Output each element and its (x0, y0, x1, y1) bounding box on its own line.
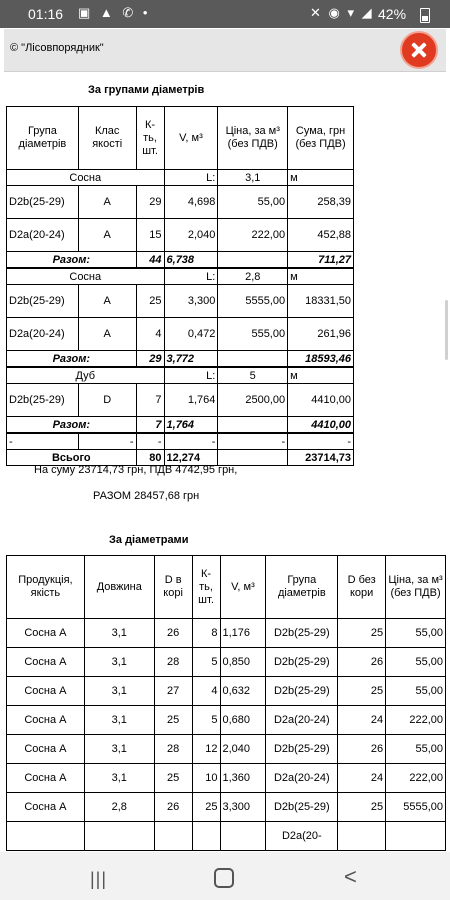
groups-table (6, 106, 354, 466)
subtotal-volume: 1,764 (164, 417, 218, 434)
length-value: 3,1 (218, 170, 288, 186)
table-cell: 3,1 (84, 648, 154, 677)
diameters-col-header: V, м³ (220, 556, 266, 619)
back-icon[interactable]: < (344, 864, 357, 889)
table-cell (386, 822, 446, 851)
table-cell: 5555,00 (218, 285, 288, 318)
diameters-table (6, 555, 446, 851)
table-cell: 555,00 (218, 318, 288, 351)
table-cell: 2,8 (84, 793, 154, 822)
subtotal-volume: 6,738 (164, 252, 218, 269)
table-cell: 25 (136, 285, 164, 318)
system-icons: ✕ ◉ ▾ ◢ (310, 5, 374, 20)
table-cell: 25 (154, 764, 192, 793)
table-cell: 3,1 (84, 677, 154, 706)
subtotal-empty (218, 351, 288, 368)
scroll-edge-handle[interactable] (445, 300, 448, 360)
table-cell: 15 (136, 219, 164, 252)
table-cell: 26 (154, 793, 192, 822)
table-row (7, 648, 446, 677)
dash-cell: - (78, 433, 136, 450)
table-cell: D2b(25-29) (266, 648, 338, 677)
length-value: 5 (218, 367, 288, 384)
length-value: 2,8 (218, 268, 288, 285)
table-cell: D2b(25-29) (266, 619, 338, 648)
grand-total-label: Всього (7, 450, 137, 466)
table-cell: Сосна A (7, 706, 85, 735)
subtotal-count: 44 (136, 252, 164, 269)
table-cell: 26 (338, 735, 386, 764)
table-cell: 0,680 (220, 706, 266, 735)
length-label: L: (164, 170, 218, 186)
table-cell: 4410,00 (288, 384, 354, 417)
table-cell: 3,1 (84, 764, 154, 793)
table-row (7, 219, 354, 252)
battery-level: 42% (378, 6, 407, 22)
table-cell: 10 (192, 764, 220, 793)
length-unit: м (288, 367, 354, 384)
table-cell: 55,00 (386, 648, 446, 677)
length-label: L: (164, 367, 218, 384)
species-row (7, 170, 354, 186)
diameters-col-header: Група діаметрів (266, 556, 338, 619)
table-cell: 0,472 (164, 318, 218, 351)
subtotal-label: Разом: (7, 417, 137, 434)
groups-col-header: Ціна, за м³ (без ПДВ) (218, 107, 288, 170)
table-cell: 25 (338, 619, 386, 648)
table-cell: 3,1 (84, 619, 154, 648)
table-cell: 5555,00 (386, 793, 446, 822)
table-cell: Сосна A (7, 619, 85, 648)
table-cell: 25 (154, 706, 192, 735)
table-cell: 12 (192, 735, 220, 764)
table-cell: 222,00 (386, 706, 446, 735)
subtotal-label: Разом: (7, 252, 137, 269)
table-cell: 4 (192, 677, 220, 706)
dash-cell: - (218, 433, 288, 450)
table-cell: 25 (338, 793, 386, 822)
table-row (7, 677, 446, 706)
dash-cell: - (164, 433, 218, 450)
table-cell: 27 (154, 677, 192, 706)
grand-total-volume: 12,274 (164, 450, 218, 466)
document-view[interactable] (0, 72, 450, 852)
table-row (7, 186, 354, 219)
species-name: Сосна (7, 170, 165, 186)
groups-col-header: Група діаметрів (7, 107, 79, 170)
table-cell: 18331,50 (288, 285, 354, 318)
species-row (7, 367, 354, 384)
dash-row (7, 433, 354, 450)
subtotal-count: 29 (136, 351, 164, 368)
table-cell: 0,850 (220, 648, 266, 677)
table-cell: 28 (154, 735, 192, 764)
subtotal-volume: 3,772 (164, 351, 218, 368)
table-cell: 26 (338, 648, 386, 677)
table-cell: D2b(25-29) (7, 285, 79, 318)
table-cell: 25 (338, 677, 386, 706)
table-cell: 3,300 (164, 285, 218, 318)
table-cell: Сосна A (7, 648, 85, 677)
table-cell: 55,00 (386, 677, 446, 706)
app-title: © "Лісовпорядник" (10, 42, 104, 54)
table-cell: A (78, 219, 136, 252)
table-cell: Сосна A (7, 735, 85, 764)
species-name: Сосна (7, 268, 165, 285)
recent-apps-icon[interactable]: ||| (90, 869, 108, 889)
table-cell: 3,1 (84, 735, 154, 764)
table-row (7, 735, 446, 764)
table-cell: 24 (338, 706, 386, 735)
notification-icons: ▣ ▲ ✆ • (78, 5, 151, 20)
battery-icon (420, 8, 430, 23)
table-cell: 25 (192, 793, 220, 822)
table-cell: D2a(20- (266, 822, 338, 851)
table-row (7, 285, 354, 318)
table-cell: 222,00 (218, 219, 288, 252)
subtotal-sum: 18593,46 (288, 351, 354, 368)
diameters-heading: За діаметрами (109, 534, 189, 546)
table-cell: 258,39 (288, 186, 354, 219)
subtotal-row (7, 351, 354, 368)
table-cell: 5 (192, 648, 220, 677)
subtotal-empty (218, 252, 288, 269)
subtotal-sum: 4410,00 (288, 417, 354, 434)
table-cell: 1,360 (220, 764, 266, 793)
groups-col-header: Сума, грн (без ПДВ) (288, 107, 354, 170)
table-cell: A (78, 186, 136, 219)
table-cell: 28 (154, 648, 192, 677)
table-cell (84, 822, 154, 851)
table-cell: D2b(25-29) (7, 384, 79, 417)
diameters-col-header: D без кори (338, 556, 386, 619)
subtotal-label: Разом: (7, 351, 137, 368)
table-cell: 26 (154, 619, 192, 648)
table-cell: D (78, 384, 136, 417)
table-cell: D2a(20-24) (7, 318, 79, 351)
table-cell: 2,040 (220, 735, 266, 764)
groups-col-header: К-ть, шт. (136, 107, 164, 170)
table-cell: 1,764 (164, 384, 218, 417)
table-cell: 2500,00 (218, 384, 288, 417)
length-unit: м (288, 268, 354, 285)
diameters-col-header: Довжина (84, 556, 154, 619)
summary-line-1: На суму 23714,73 грн, ПДВ 4742,95 грн, (34, 464, 238, 476)
subtotal-count: 7 (136, 417, 164, 434)
table-cell: Сосна A (7, 764, 85, 793)
groups-col-header: V, м³ (164, 107, 218, 170)
table-cell (338, 822, 386, 851)
table-row (7, 384, 354, 417)
table-cell: 0,632 (220, 677, 266, 706)
diameters-col-header: Ціна, за м³ (без ПДВ) (386, 556, 446, 619)
table-cell: D2a(20-24) (7, 219, 79, 252)
table-row (7, 318, 354, 351)
length-unit: м (288, 170, 354, 186)
grand-total-sum: 23714,73 (288, 450, 354, 466)
table-row (7, 822, 446, 851)
species-name: Дуб (7, 367, 165, 384)
table-cell (192, 822, 220, 851)
subtotal-row (7, 252, 354, 269)
diameters-col-header: D в корі (154, 556, 192, 619)
subtotal-empty (218, 417, 288, 434)
table-row (7, 619, 446, 648)
dash-cell: - (7, 433, 79, 450)
table-cell: 55,00 (386, 619, 446, 648)
home-icon[interactable] (214, 868, 234, 888)
table-row (7, 793, 446, 822)
table-cell (154, 822, 192, 851)
table-cell: A (78, 318, 136, 351)
table-row (7, 706, 446, 735)
table-cell: 24 (338, 764, 386, 793)
subtotal-sum: 711,27 (288, 252, 354, 269)
table-cell: 4 (136, 318, 164, 351)
table-cell: A (78, 285, 136, 318)
table-cell: D2b(25-29) (7, 186, 79, 219)
table-cell: D2a(20-24) (266, 764, 338, 793)
table-cell: 452,88 (288, 219, 354, 252)
table-cell: 4,698 (164, 186, 218, 219)
table-cell: 261,96 (288, 318, 354, 351)
groups-heading: За групами діаметрів (88, 84, 205, 96)
table-cell: 7 (136, 384, 164, 417)
table-cell: 3,300 (220, 793, 266, 822)
groups-col-header: Клас якості (78, 107, 136, 170)
table-cell: D2b(25-29) (266, 793, 338, 822)
table-cell: 55,00 (386, 735, 446, 764)
table-cell: 29 (136, 186, 164, 219)
table-cell: 1,176 (220, 619, 266, 648)
table-cell: D2b(25-29) (266, 677, 338, 706)
subtotal-row (7, 417, 354, 434)
dash-cell: - (136, 433, 164, 450)
table-cell: 2,040 (164, 219, 218, 252)
table-cell: 55,00 (218, 186, 288, 219)
table-cell: D2b(25-29) (266, 735, 338, 764)
dash-cell: - (288, 433, 354, 450)
app-bar (4, 29, 446, 72)
close-button[interactable] (400, 31, 438, 69)
species-row (7, 268, 354, 285)
table-cell: Сосна A (7, 793, 85, 822)
length-label: L: (164, 268, 218, 285)
table-cell: D2a(20-24) (266, 706, 338, 735)
table-cell (7, 822, 85, 851)
table-cell: 3,1 (84, 706, 154, 735)
diameters-col-header: К-ть, шт. (192, 556, 220, 619)
table-cell: Сосна A (7, 677, 85, 706)
table-cell: 222,00 (386, 764, 446, 793)
grand-total-count: 80 (136, 450, 164, 466)
navigation-bar (0, 852, 450, 900)
table-row (7, 764, 446, 793)
status-bar (0, 0, 450, 28)
table-cell: 5 (192, 706, 220, 735)
table-cell: 8 (192, 619, 220, 648)
status-time: 01:16 (28, 6, 64, 22)
table-cell (220, 822, 266, 851)
summary-line-2: РАЗОМ 28457,68 грн (93, 490, 200, 502)
diameters-col-header: Продукція, якість (7, 556, 85, 619)
